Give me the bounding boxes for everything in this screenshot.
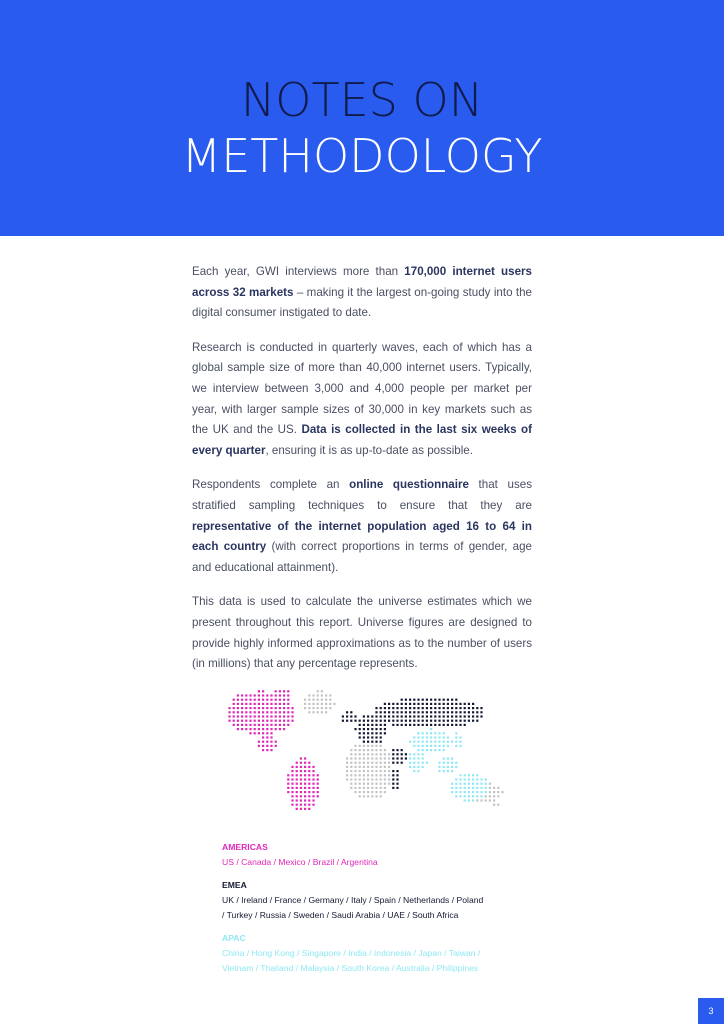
region-apac-countries-2: Vietnam / Thailand / Malaysia / South Korea / Australia / Philippines [222, 963, 479, 973]
region-apac-countries-1: China / Hong Kong / Singapore / India / Indonesia / Japan / Taiwan / [222, 948, 481, 958]
paragraph-4: This data is used to calculate the universe estimates which we present throughout this report. Universe figures are designed to provide highly informed approximations as to the number of users (in millions) that any percentage represents. [192, 595, 532, 671]
paragraph-1: Each year, GWI interviews more than 170,000 internet users across 32 markets – making it the largest on-going study into the digital consumer instigated to date. [192, 265, 532, 320]
methodology-text [192, 262, 532, 689]
title-line-2: METHODOLOGY [181, 129, 543, 183]
region-emea [222, 878, 522, 923]
region-legend [222, 840, 522, 984]
region-emea-countries-2: / Turkey / Russia / Sweden / Saudi Arabia / UAE / South Africa [222, 910, 459, 920]
region-americas-countries: US / Canada / Mexico / Brazil / Argentina [222, 857, 378, 867]
region-apac-title: APAC [222, 933, 246, 943]
region-apac [222, 931, 522, 976]
region-emea-countries-1: UK / Ireland / France / Germany / Italy / Spain / Netherlands / Poland [222, 895, 484, 905]
paragraph-3: Respondents complete an online questionnaire that uses stratified sampling techniques to ensure that they are representative of the internet population aged 16 to 64 in each country (with correct proportions in terms of gender, age and educational attainment). [192, 478, 532, 574]
region-americas [222, 840, 522, 870]
region-americas-title: AMERICAS [222, 842, 268, 852]
region-emea-title: EMEA [222, 880, 247, 890]
header-banner [0, 0, 724, 236]
page-title [0, 72, 724, 184]
title-line-1: NOTES ON [240, 73, 484, 127]
page-number: 3 [698, 998, 724, 1024]
world-dot-map [218, 684, 508, 819]
paragraph-2: Research is conducted in quarterly waves, each of which has a global sample size of more than 40,000 internet users. Typically, we interview between 3,000 and 4,000 people per market per year, with larger sample sizes of 30,000 in key markets such as the UK and the US. Data is collected in the last six weeks of every quarter, ensuring it is as up-to-date as possible. [192, 340, 532, 457]
